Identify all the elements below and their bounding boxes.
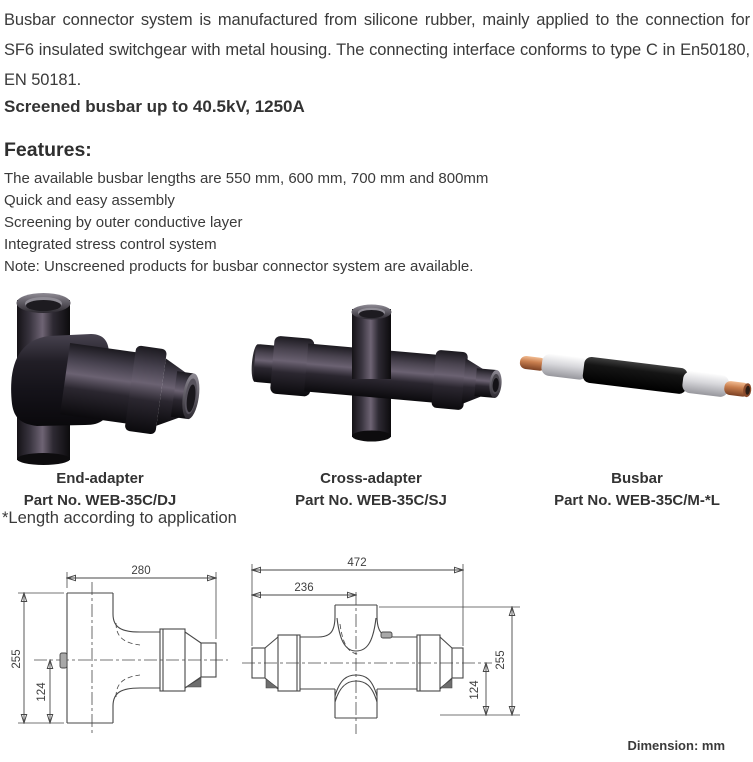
feature-item: Note: Unscreened products for busbar connector system are available. (4, 257, 474, 275)
dim-label-124: 124 (36, 682, 48, 702)
dim-label-124: 124 (469, 680, 481, 700)
feature-item: The available busbar lengths are 550 mm, 600 mm, 700 mm and 800mm (4, 170, 489, 187)
dimension-note: Dimension: mm (627, 738, 725, 753)
busbar-caption (522, 469, 752, 510)
feature-item: Screening by outer conductive layer (4, 213, 243, 231)
cross-adapter-caption (256, 469, 486, 510)
feature-item: Integrated stress control system (4, 235, 217, 253)
dim-label-280: 280 (131, 565, 151, 577)
dim-label-472: 472 (347, 557, 367, 569)
dim-label-236: 236 (294, 582, 314, 594)
subtitle: Screened busbar up to 40.5kV, 1250A (4, 97, 305, 116)
features-heading: Features: (4, 139, 92, 161)
end-adapter-image (5, 276, 200, 468)
intro-paragraph: Busbar connector system is manufactured from silicone rubber, mainly applied to the connection for SF6 insulated switchgear with metal housing. The connecting interface conforms to type C in En50180, EN 50181. (4, 11, 750, 89)
dim-label-255: 255 (495, 650, 507, 670)
busbar-image (518, 348, 753, 416)
product-part-number: Part No. WEB-35C/DJ (23, 492, 177, 509)
length-note: *Length according to application (2, 509, 237, 527)
product-part-number: Part No. WEB-35C/M-*L (554, 492, 720, 509)
cross-adapter-image (248, 297, 506, 449)
product-name: Cross-adapter (320, 470, 422, 487)
product-name: Busbar (611, 470, 663, 487)
product-part-number: Part No. WEB-35C/SJ (295, 492, 447, 509)
end-adapter-drawing (10, 548, 245, 753)
end-adapter-caption (0, 469, 200, 510)
features-list (4, 168, 488, 278)
feature-item: Quick and easy assembly (4, 191, 175, 209)
dim-label-255: 255 (11, 649, 23, 669)
cross-adapter-drawing (240, 548, 555, 760)
product-name: End-adapter (56, 470, 144, 487)
